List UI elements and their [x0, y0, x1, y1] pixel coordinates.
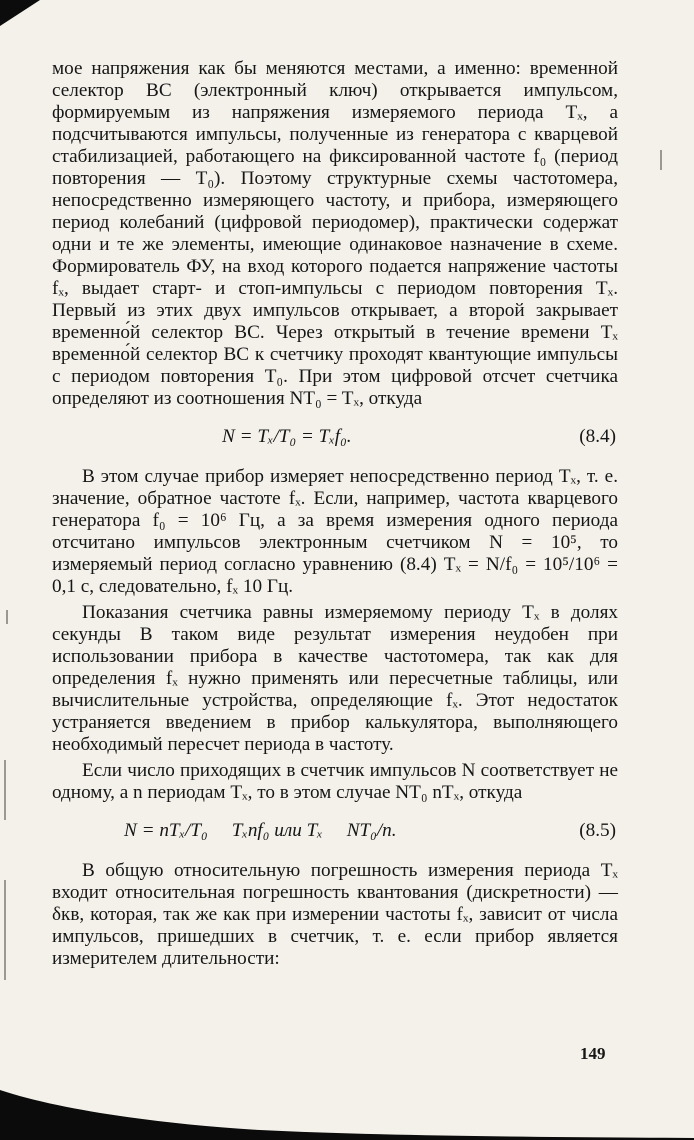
page-number: 149	[580, 1044, 606, 1063]
scan-margin-line	[6, 610, 8, 624]
paragraph: Показания счетчика равны измеряемому периоду Tₓ в долях секунды В таком виде результат измерения неудобен при использовании прибора в качестве частотомера, так как для определения fₓ нужно применять или пересчетные таблицы, или вычислительные устройства, определяющие fₓ. Этот недостаток устраняется введением в прибор калькулятора, выполняющего необходимый пересчет периода в частоту.	[52, 602, 618, 755]
scan-corner-mark	[0, 0, 40, 26]
paragraph: В общую относительную погрешность измерения периода Tₓ входит относительная погрешность квантования (дискретности) — δкв, которая, так же как при измерении частоты fₓ, зависит от числа импульсов, пришедших в счетчик, т. е. если прибор является измерителем длительности:	[52, 860, 618, 969]
scan-bottom-shadow	[0, 1080, 694, 1140]
formula-8-5	[52, 820, 618, 842]
scan-margin-line	[4, 760, 6, 820]
paragraph: мое напряжения как бы меняются местами, а именно: временной селектор ВС (электронный ключ) открывается импульсом, формируемым из напряжения измеряемого периода Tₓ, а подсчитываются импульсы, полученные из генератора с кварцевой стабилизацией, работающего на фиксированной частоте f₀ (период повторения — T₀). Поэтому структурные схемы частотомера, непосредственно измеряющего частоту, и прибора, измеряющего период колебаний (цифровой периодомер), практически содержат одни и те же элементы, имеющие одинаковое назначение в схеме. Формирователь ФУ, на вход которого подается напряжение частоты fₓ, выдает старт- и стоп-импульсы с периодом повторения Tₓ. Первый из этих двух импульсов открывает, а второй закрывает временно́й селектор ВС. Через открытый в течение времени Tₓ временно́й селектор ВС к счетчику проходят квантующие импульсы с периодом повторения T₀. При этом цифровой отсчет счетчика определяют из соотношения NT₀ = Tₓ, откуда	[52, 58, 618, 409]
formula-number: (8.5)	[579, 820, 616, 841]
scan-margin-line	[660, 150, 662, 170]
formula-expression: N = nTₓ/T₀ Tₓnf₀ или Tₓ NT₀/n.	[124, 820, 397, 841]
formula-8-4	[52, 426, 618, 448]
paragraph: Если число приходящих в счетчик импульсов N соответствует не одному, а n периодам Tₓ, то в этом случае NT₀ nTₓ, откуда	[52, 760, 618, 803]
formula-expression: N = Tₓ/T₀ = Tₓf₀.	[222, 426, 352, 447]
formula-number: (8.4)	[579, 426, 616, 447]
paragraph: В этом случае прибор измеряет непосредственно период Tₓ, т. е. значение, обратное частоте fₓ. Если, например, частота кварцевого генератора f₀ = 10⁶ Гц, а за время измерения одного периода отсчитано импульсов электронным счетчиком N = 10⁵, то измеряемый период согласно уравнению (8.4) Tₓ = N/f₀ = 10⁵/10⁶ = 0,1 с, следовательно, fₓ 10 Гц.	[52, 466, 618, 597]
page-text	[52, 58, 618, 970]
scan-margin-line	[4, 880, 6, 980]
